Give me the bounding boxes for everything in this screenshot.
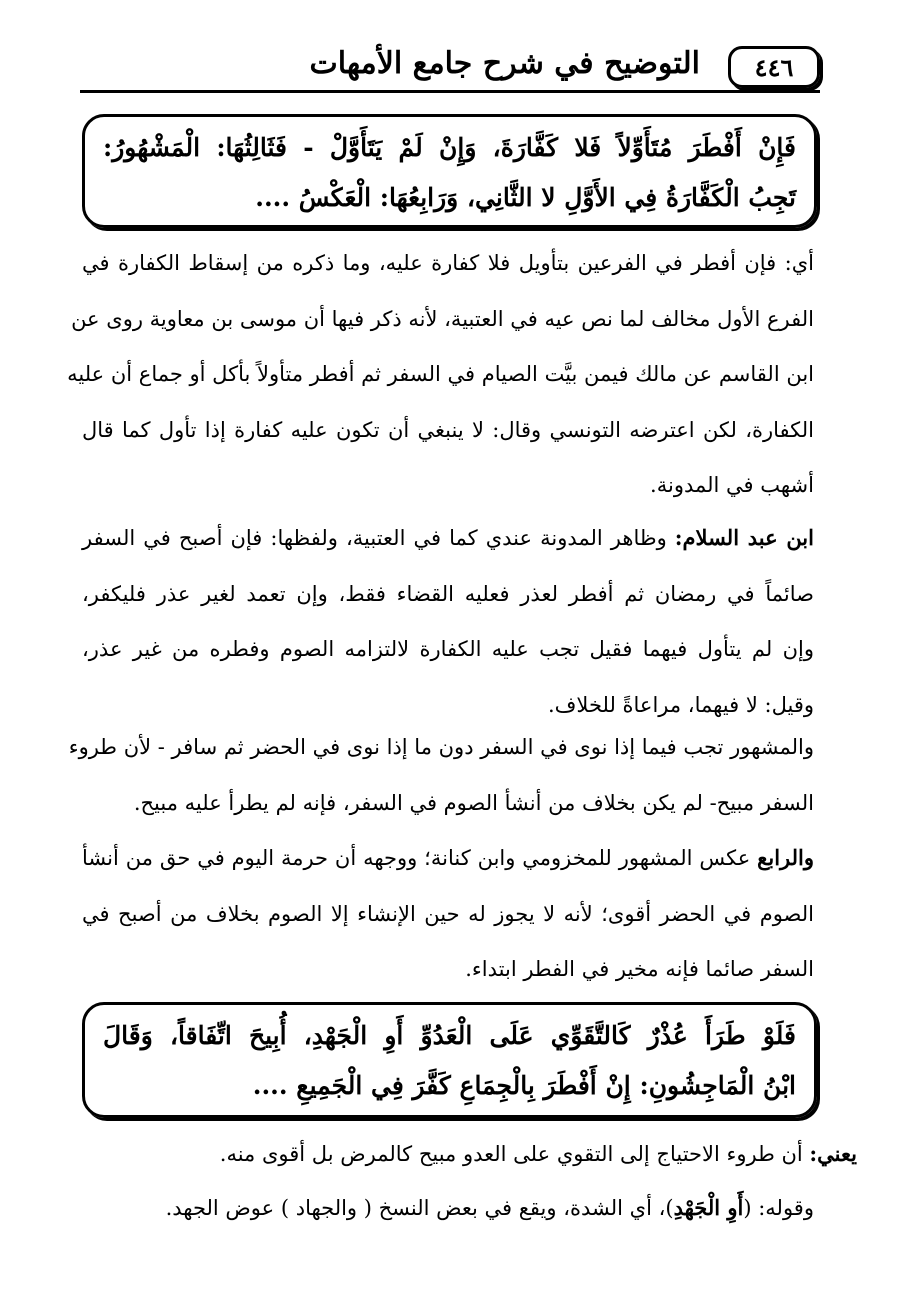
page-header: [80, 40, 820, 96]
text-line: ابن القاسم عن مالك فيمن بيَّت الصيام في السفر ثم أفطر متأولاً بأكل أو جماع أن عليه: [67, 362, 814, 386]
commentary-paragraph-5: [159, 1126, 899, 1183]
matn-box-1: [82, 114, 817, 228]
matn-line: فَإِنْ أَفْطَرَ مُتَأَوِّلاً فَلا كَفَّارَةَ، وَإِنْ لَمْ يَتَأَوَّلْ - فَثَالِثُهَا: الْمَشْهُورُ:: [103, 133, 796, 162]
text-run: وظاهر المدونة عندي كما في العتبية، ولفظها: فإن أصبح في السفر: [82, 526, 675, 550]
text-run: وقوله: (: [743, 1196, 814, 1220]
speaker-name: ابن عبد السلام:: [674, 525, 814, 550]
text-line: الكفارة، لكن اعترضه التونسي وقال: لا ينبغي أن تكون عليه كفارة إذا تأول كما قال: [82, 417, 814, 442]
matn-line: تَجِبُ الْكَفَّارَةُ فِي الأَوَّلِ لا الثَّانِي، وَرَابِعُهَا: الْعَكْسُ ....: [255, 183, 796, 212]
text-line: أشهب في المدونة.: [650, 473, 814, 497]
text-line: [82, 830, 814, 887]
header-rule: [80, 90, 820, 93]
text-line: السفر صائما فإنه مخير في الفطر ابتداء.: [465, 957, 814, 981]
lead-word: والرابع: [757, 845, 814, 870]
text-line: الصوم في الحضر أقوى؛ لأنه لا يجوز له حين الإنشاء إلا الصوم بخلاف من أصبح في: [82, 901, 814, 926]
text-line: وقيل: لا فيهما، مراعاةً للخلاف.: [547, 692, 814, 717]
page-number: ٤٤٦: [754, 52, 794, 82]
commentary-paragraph-2: [82, 510, 814, 733]
text-line: والمشهور تجب فيما إذا نوى في السفر دون ما إذا نوى في الحضر ثم سافر - لأن طروء: [68, 735, 814, 759]
text-line: [82, 1180, 814, 1237]
book-title: التوضيح في شرح جامع الأمهات: [309, 46, 700, 81]
commentary-paragraph-4: [82, 830, 814, 998]
lead-word: يعني:: [809, 1141, 857, 1166]
commentary-paragraph-6: [82, 1180, 814, 1237]
text-line: [159, 1126, 891, 1183]
matn-line: فَلَوْ طَرَأَ عُذْرٌ كَالتَّقَوِّي عَلَى الْعَدُوِّ أَوِ الْجَهْدِ، أُبِيحَ اتِّفَاقاً، وَقَالَ: [103, 1021, 796, 1050]
text-line: صائماً في رمضان ثم أفطر لعذر فعليه القضاء فقط، وإن تعمد لغير عذر فليكفر،: [82, 581, 814, 606]
text-line: أي: فإن أفطر في الفرعين بتأويل فلا كفارة عليه، وما ذكره من إسقاط الكفارة في: [82, 251, 814, 275]
text-line: [82, 510, 814, 567]
matn-line: ابْنُ الْمَاجِشُونِ: إِنْ أَفْطَرَ بِالْجِمَاعِ كَفَّرَ فِي الْجَمِيعِ ....: [252, 1071, 796, 1100]
text-line: السفر مبيح- لم يكن بخلاف من أنشأ الصوم في السفر، فإنه لم يطرأ عليه مبيح.: [133, 790, 814, 815]
text-run: )، أي الشدة، ويقع في بعض النسخ ( والجهاد ) عوض الجهد.: [165, 1196, 674, 1220]
matn-box-2: [82, 1002, 817, 1118]
text-line: الفرع الأول مخالف لما نص عيه في العتبية، لأنه ذكر فيها أن موسى بن معاوية روى عن: [71, 306, 814, 331]
commentary-paragraph-1: [67, 236, 814, 514]
commentary-paragraph-3: [68, 720, 814, 831]
text-run: أن طروء الاحتياج إلى التقوي على العدو مبيح كالمرض بل أقوى منه.: [219, 1142, 810, 1166]
page-number-box: [728, 46, 820, 88]
text-run: عكس المشهور للمخزومي وابن كنانة؛ ووجهه أن حرمة اليوم في حق من أنشأ: [82, 846, 758, 870]
quoted-term: أَوِ الْجَهْدِ: [673, 1195, 744, 1220]
text-line: وإن لم يتأول فيهما فقيل تجب عليه الكفارة لالتزامه الصوم وفطره من غير عذر،: [82, 637, 814, 661]
